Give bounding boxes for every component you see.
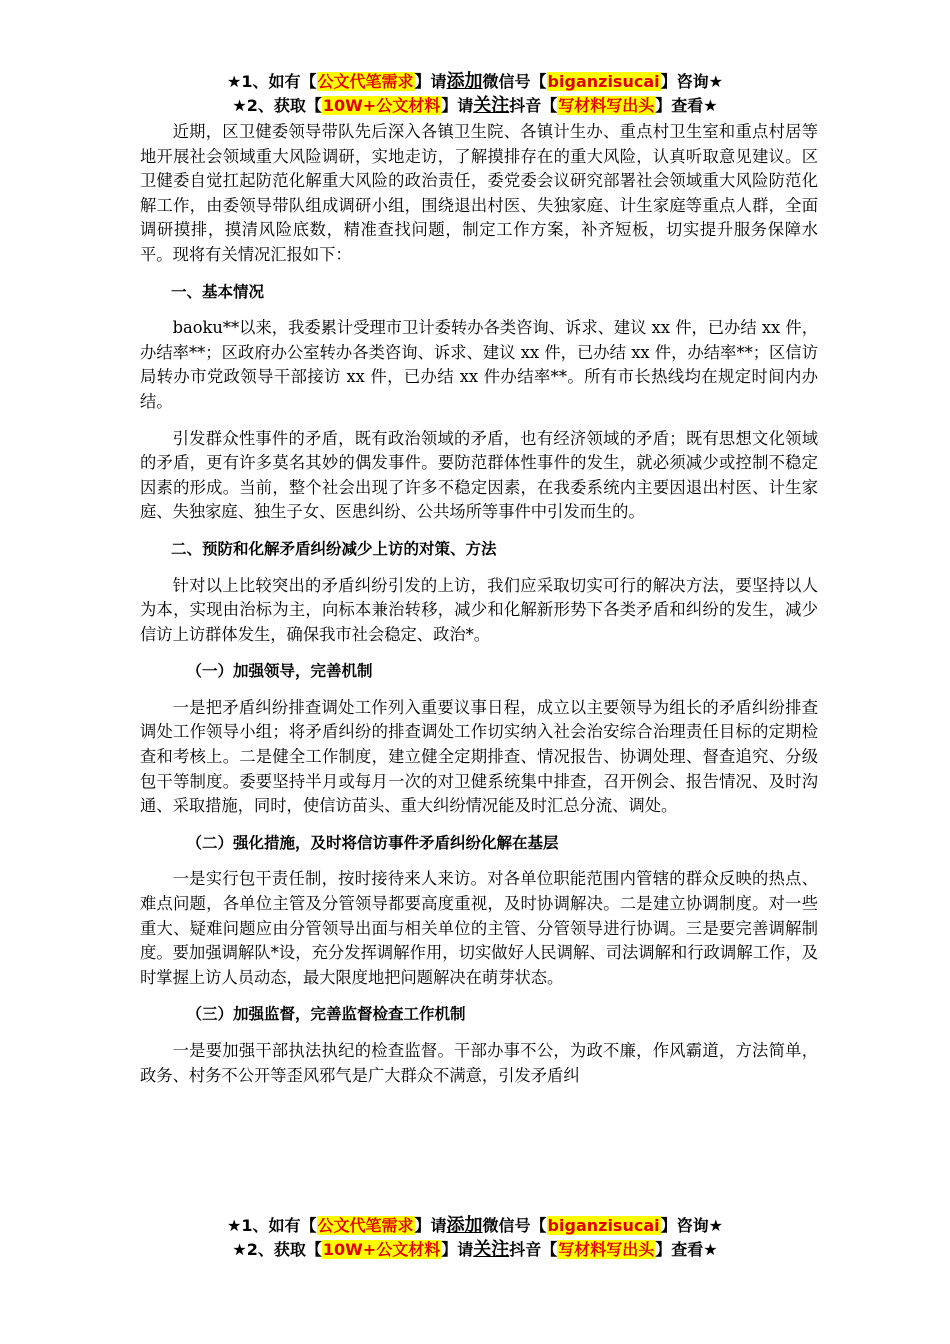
highlight-materials: 10W+公文材料 xyxy=(322,1240,441,1259)
highlight-service: 公文代笔需求 xyxy=(317,1216,414,1235)
banner-text: 】请 xyxy=(441,1240,474,1259)
banner-text: ★1、如有【 xyxy=(227,1216,317,1235)
banner-text: 抖音【 xyxy=(509,96,558,115)
banner-line-2 xyxy=(0,1238,950,1262)
banner-text: 抖音【 xyxy=(509,1240,558,1259)
highlight-douyin-id: 写材料写出头 xyxy=(558,96,655,115)
paragraph: 一是把矛盾纠纷排查调处工作列入重要议事日程，成立以主要领导为组长的矛盾纠纷排查调处工作领导小组；将矛盾纠纷的排查调处工作切实纳入社会治安综合治理责任目标的定期检查和考核上。二是健全工作制度，建立健全定期排查、情况报告、协调处理、督查追究、分级包干等制度。委要坚持半月或每月一次的对卫健系统集中排查，召开例会、报告情况、及时沟通、采取措施，同时，使信访苗头、重大纠纷情况能及时汇总分流、调处。 xyxy=(140,697,818,816)
banner-text: 】请 xyxy=(414,72,447,91)
highlight-service: 公文代笔需求 xyxy=(317,72,414,91)
banner-text: 微信号【 xyxy=(482,72,547,91)
subsection-heading-3: （三）加强监督，完善监督检查工作机制 xyxy=(186,1005,466,1024)
banner-emphasis: 关注 xyxy=(473,95,510,116)
subsection-heading-2: （二）强化措施，及时将信访事件矛盾纠纷化解在基层 xyxy=(186,833,559,852)
bottom-banner xyxy=(0,1214,950,1262)
paragraph: baoku**以来，我委累计受理市卫计委转办各类咨询、诉求、建议 xx 件，已办结 xx 件，办结率**；区政府办公室转办各类咨询、诉求、建议 xx 件，已办结 xx 件，办结率**；区信访局转办市党政领导干部接访 xx 件，已办结 xx 件办结率**。所有市长热线均在规定时间内办结。 xyxy=(140,318,818,411)
section-heading-2: 二、预防和化解矛盾纠纷减少上访的对策、方法 xyxy=(171,539,497,558)
banner-emphasis: 添加 xyxy=(446,71,483,92)
banner-text: 】请 xyxy=(414,1216,447,1235)
section-heading-1: 一、基本情况 xyxy=(171,282,265,301)
intro-paragraph: 近期，区卫健委领导带队先后深入各镇卫生院、各镇计生办、重点村卫生室和重点村居等地开展社会领域重大风险调研，实地走访，了解摸排存在的重大风险，认真听取意见建议。区卫健委自觉扛起防范化解重大风险的政治责任，委党委会议研究部署社会领域重大风险防范化解工作，由委领导带队组成调研小组，围绕退出村医、失独家庭、计生家庭等重点人群，全面调研摸排，摸清风险底数，精准查找问题，制定工作方案，补齐短板，切实提升服务保障水平。现将有关情况汇报如下： xyxy=(140,122,818,264)
banner-line-2 xyxy=(0,94,950,118)
highlight-materials: 10W+公文材料 xyxy=(322,96,441,115)
banner-emphasis: 关注 xyxy=(473,1239,510,1260)
highlight-wechat-id: biganzisucai xyxy=(547,1216,660,1235)
banner-text: 微信号【 xyxy=(482,1216,547,1235)
banner-text: ★2、获取【 xyxy=(232,96,322,115)
banner-text: 】请 xyxy=(441,96,474,115)
paragraph: 引发群众性事件的矛盾，既有政治领域的矛盾，也有经济领域的矛盾；既有思想文化领域的矛盾，更有许多莫名其妙的偶发事件。要防范群体性事件的发生，就必须减少或控制不稳定因素的形成。当前，整个社会出现了许多不稳定因素，在我委系统内主要因退出村医、计生家庭、失独家庭、独生子女、医患纠纷、公共场所等事件中引发而生的。 xyxy=(140,428,818,522)
banner-line-1 xyxy=(0,1214,950,1238)
banner-emphasis: 添加 xyxy=(446,1215,483,1236)
subsection-heading-1: （一）加强领导，完善机制 xyxy=(186,662,373,681)
highlight-wechat-id: biganzisucai xyxy=(547,72,660,91)
top-banner xyxy=(0,70,950,118)
banner-text: 】咨询★ xyxy=(660,72,723,91)
banner-text: 】查看★ xyxy=(655,1240,718,1259)
banner-line-1 xyxy=(0,70,950,94)
paragraph: 针对以上比较突出的矛盾纠纷引发的上访，我们应采取切实可行的解决方法，要坚持以人为本，实现由治标为主，向标本兼治转移，减少和化解新形势下各类矛盾和纠纷的发生，减少信访上访群体发生，确保我市社会稳定、政治*。 xyxy=(140,575,818,644)
paragraph: 一是实行包干责任制，按时接待来人来访。对各单位职能范围内管辖的群众反映的热点、难点问题，各单位主管及分管领导都要高度重视，及时协调解决。二是建立协调制度。对一些重大、疑难问题应由分管领导出面与相关单位的主管、分管领导进行协调。三是要完善调解制度。要加强调解队*设，充分发挥调解作用，切实做好人民调解、司法调解和行政调解工作，及时掌握上访人员动态，最大限度地把问题解决在萌芽状态。 xyxy=(140,869,818,987)
banner-text: ★1、如有【 xyxy=(227,72,317,91)
banner-text: 】查看★ xyxy=(655,96,718,115)
paragraph: 一是要加强干部执法执纪的检查监督。干部办事不公，为政不廉，作风霸道，方法简单，政务、村务不公开等歪风邪气是广大群众不满意，引发矛盾纠 xyxy=(140,1041,818,1085)
banner-text: 】咨询★ xyxy=(660,1216,723,1235)
banner-text: ★2、获取【 xyxy=(232,1240,322,1259)
highlight-douyin-id: 写材料写出头 xyxy=(558,1240,655,1259)
document-body xyxy=(140,120,818,1088)
